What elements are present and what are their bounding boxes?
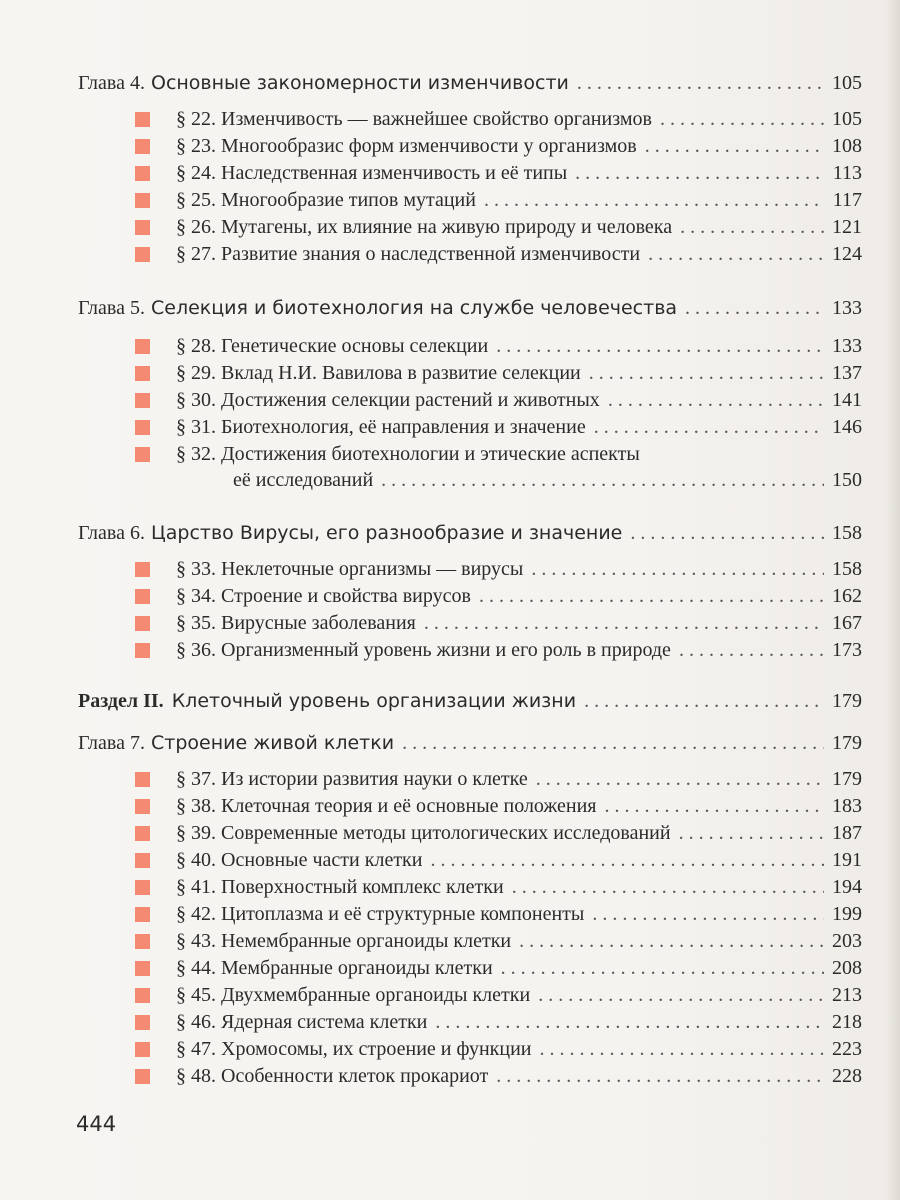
entry-number: § 43.	[176, 930, 216, 952]
toc-entry-33	[176, 558, 862, 581]
entry-title: Двухмембранные органоиды клетки	[221, 984, 531, 1006]
dot-leader	[685, 297, 824, 320]
chapter-prefix: Глава 5.	[78, 297, 145, 319]
dot-leader	[577, 72, 824, 95]
page-number: 113	[832, 162, 862, 184]
page-number: 208	[832, 957, 862, 979]
toc-entry-27	[176, 243, 862, 266]
toc-entry-43	[176, 930, 862, 953]
chapter-prefix: Глава 6.	[78, 522, 145, 544]
entry-title: Вирусные заболевания	[221, 612, 416, 634]
square-bullet-icon	[135, 562, 150, 577]
entry-number: § 31.	[176, 416, 216, 438]
section-title: Клеточный уровень организации жизни	[171, 690, 577, 712]
entry-title: Клеточная теория и её основные положения	[221, 795, 597, 817]
page-number: 133	[832, 297, 862, 319]
square-bullet-icon	[135, 799, 150, 814]
entry-number: § 40.	[176, 849, 216, 871]
square-bullet-icon	[135, 853, 150, 868]
entry-title: Особенности клеток прокариот	[221, 1065, 489, 1087]
square-bullet-icon	[135, 1042, 150, 1057]
entry-number: § 38.	[176, 795, 216, 817]
entry-number: § 30.	[176, 389, 216, 411]
dot-leader	[680, 216, 824, 239]
entry-number: § 24.	[176, 162, 216, 184]
page-number: 162	[832, 585, 862, 607]
entry-title: Биотехнология, её направления и значение	[221, 416, 586, 438]
dot-leader	[430, 849, 824, 872]
toc-entry-40	[176, 849, 862, 872]
page-number: 146	[832, 416, 862, 438]
toc-entry-34	[176, 585, 862, 608]
square-bullet-icon	[135, 826, 150, 841]
square-bullet-icon	[135, 339, 150, 354]
entry-title: Строение и свойства вирусов	[221, 585, 471, 607]
dot-leader	[538, 984, 824, 1007]
page-number: 213	[832, 984, 862, 1006]
toc-chapter-4	[78, 72, 862, 95]
page-number: 173	[832, 639, 862, 661]
toc-entry-42	[176, 903, 862, 926]
square-bullet-icon	[135, 643, 150, 658]
dot-leader	[424, 612, 824, 635]
entry-number: § 41.	[176, 876, 216, 898]
page-number: 191	[832, 849, 862, 871]
entry-title: Из истории развития науки о клетке	[221, 768, 528, 790]
page-number: 121	[832, 216, 862, 238]
page-number: 179	[832, 768, 862, 790]
entry-number: § 28.	[176, 335, 216, 357]
entry-title: Достижения биотехнологии и этические аспекты	[221, 443, 640, 465]
toc-entry-48	[176, 1065, 862, 1088]
square-bullet-icon	[135, 112, 150, 127]
dot-leader	[608, 389, 824, 412]
entry-number: § 45.	[176, 984, 216, 1006]
toc-entry-38	[176, 795, 862, 818]
square-bullet-icon	[135, 420, 150, 435]
dot-leader	[479, 585, 824, 608]
toc-entry-28	[176, 335, 862, 358]
page-number: 117	[832, 189, 862, 211]
dot-leader	[645, 135, 824, 158]
dot-leader	[679, 639, 824, 662]
entry-number: § 25.	[176, 189, 216, 211]
toc-chapter-7	[78, 732, 862, 755]
dot-leader	[660, 108, 824, 131]
toc-entry-31	[176, 416, 862, 439]
entry-title: Цитоплазма и её структурные компоненты	[221, 903, 585, 925]
toc-entry-36	[176, 639, 862, 662]
toc-entry-45	[176, 984, 862, 1007]
square-bullet-icon	[135, 393, 150, 408]
entry-title: Неклеточные организмы — вирусы	[221, 558, 524, 580]
entry-title: Изменчивость — важнейшее свойство организмов	[221, 108, 652, 130]
square-bullet-icon	[135, 166, 150, 181]
dot-leader	[519, 930, 824, 953]
page-number: 158	[832, 522, 862, 544]
square-bullet-icon	[135, 880, 150, 895]
dot-leader	[575, 162, 825, 185]
entry-title: Хромосомы, их строение и функции	[221, 1038, 532, 1060]
entry-title: Мутагены, их влияние на живую природу и человека	[221, 216, 673, 238]
entry-title: Поверхностный комплекс клетки	[221, 876, 504, 898]
square-bullet-icon	[135, 447, 150, 462]
square-bullet-icon	[135, 589, 150, 604]
chapter-title: Основные закономерности изменчивости	[150, 72, 569, 94]
square-bullet-icon	[135, 366, 150, 381]
entry-number: § 48.	[176, 1065, 216, 1087]
square-bullet-icon	[135, 1069, 150, 1084]
square-bullet-icon	[135, 934, 150, 949]
page-number: 108	[832, 135, 862, 157]
dot-leader	[584, 690, 824, 713]
entry-number: § 39.	[176, 822, 216, 844]
dot-leader	[589, 362, 824, 385]
page-spine-shadow	[886, 0, 900, 1200]
dot-leader	[594, 416, 824, 439]
toc-chapter-5	[78, 297, 862, 320]
entry-title: Достижения селекции растений и животных	[221, 389, 600, 411]
entry-number: § 23.	[176, 135, 216, 157]
entry-title: Наследственная изменчивость и её типы	[221, 162, 568, 184]
page-number: 105	[832, 72, 862, 94]
toc-entry-23	[176, 135, 862, 158]
toc-entry-24	[176, 162, 862, 185]
square-bullet-icon	[135, 616, 150, 631]
page-number: 167	[832, 612, 862, 634]
square-bullet-icon	[135, 961, 150, 976]
dot-leader	[501, 957, 824, 980]
chapter-title: Строение живой клетки	[150, 732, 395, 754]
chapter-title: Селекция и биотехнология на службе человечества	[150, 297, 678, 319]
square-bullet-icon	[135, 772, 150, 787]
square-bullet-icon	[135, 247, 150, 262]
entry-title: Развитие знания о наследственной изменчивости	[221, 243, 641, 265]
chapter-title: Царство Вирусы, его разнообразие и значение	[150, 522, 623, 544]
chapter-prefix: Глава 7.	[78, 732, 145, 754]
entry-number: § 35.	[176, 612, 216, 634]
page-number: 203	[832, 930, 862, 952]
entry-title: Многообразис форм изменчивости у организмов	[221, 135, 637, 157]
entry-title: Мембранные органоиды клетки	[221, 957, 493, 979]
entry-title: Ядерная система клетки	[221, 1011, 428, 1033]
page-number: 183	[832, 795, 862, 817]
toc-entry-26	[176, 216, 862, 239]
dot-leader	[679, 822, 824, 845]
dot-leader	[484, 189, 825, 212]
entry-number: § 32.	[176, 443, 216, 465]
entry-title: Вклад Н.И. Вавилова в развитие селекции	[221, 362, 581, 384]
toc-section-2	[78, 690, 862, 713]
dot-leader	[630, 522, 824, 545]
dot-leader	[381, 469, 824, 492]
toc-entry-39	[176, 822, 862, 845]
chapter-prefix: Глава 4.	[78, 72, 145, 94]
toc-entry-37	[176, 768, 862, 791]
page-number: 150	[832, 469, 862, 491]
toc-entry-41	[176, 876, 862, 899]
toc-entry-47	[176, 1038, 862, 1061]
dot-leader	[539, 1038, 824, 1061]
entry-number: § 34.	[176, 585, 216, 607]
page-number: 223	[832, 1038, 862, 1060]
page-number: 133	[832, 335, 862, 357]
toc-entry-30	[176, 389, 862, 412]
toc-entry-44	[176, 957, 862, 980]
entry-title: Генетические основы селекции	[221, 335, 489, 357]
page-number: 105	[832, 108, 862, 130]
entry-number: § 27.	[176, 243, 216, 265]
page-number: 124	[832, 243, 862, 265]
entry-number: § 33.	[176, 558, 216, 580]
entry-number: § 44.	[176, 957, 216, 979]
dot-leader	[604, 795, 824, 818]
dot-leader	[648, 243, 824, 266]
entry-title: Организменный уровень жизни и его роль в природе	[221, 639, 671, 661]
entry-number: § 29.	[176, 362, 216, 384]
entry-number: § 26.	[176, 216, 216, 238]
entry-title-continued: её исследований	[233, 469, 374, 491]
dot-leader	[512, 876, 824, 899]
toc-entry-46	[176, 1011, 862, 1034]
page-number: 199	[832, 903, 862, 925]
dot-leader	[496, 335, 824, 358]
entry-title: Немембранные органоиды клетки	[221, 930, 512, 952]
entry-title: Основные части клетки	[221, 849, 423, 871]
dot-leader	[496, 1065, 824, 1088]
page-number: 179	[832, 732, 862, 754]
entry-title: Современные методы цитологических исследований	[221, 822, 671, 844]
entry-number: § 22.	[176, 108, 216, 130]
page-number-footer: 444	[76, 1112, 117, 1136]
toc-chapter-6	[78, 522, 862, 545]
entry-number: § 36.	[176, 639, 216, 661]
page-number: 228	[832, 1065, 862, 1087]
square-bullet-icon	[135, 220, 150, 235]
entry-number: § 37.	[176, 768, 216, 790]
toc-entry-25	[176, 189, 862, 212]
dot-leader	[592, 903, 824, 926]
toc-entry-22	[176, 108, 862, 131]
square-bullet-icon	[135, 1015, 150, 1030]
toc-entry-32	[176, 443, 862, 466]
square-bullet-icon	[135, 988, 150, 1003]
page-number: 194	[832, 876, 862, 898]
page-number: 158	[832, 558, 862, 580]
page-number: 187	[832, 822, 862, 844]
dot-leader	[435, 1011, 824, 1034]
section-prefix: Раздел II.	[78, 690, 164, 712]
dot-leader	[536, 768, 824, 791]
entry-title: Многообразие типов мутаций	[221, 189, 476, 211]
square-bullet-icon	[135, 907, 150, 922]
entry-number: § 46.	[176, 1011, 216, 1033]
page-number: 141	[832, 389, 862, 411]
toc-entry-32-continuation	[233, 469, 862, 492]
page-number: 218	[832, 1011, 862, 1033]
toc-entry-35	[176, 612, 862, 635]
square-bullet-icon	[135, 193, 150, 208]
entry-number: § 47.	[176, 1038, 216, 1060]
entry-number: § 42.	[176, 903, 216, 925]
toc-entry-29	[176, 362, 862, 385]
dot-leader	[531, 558, 824, 581]
page-number: 137	[832, 362, 862, 384]
square-bullet-icon	[135, 139, 150, 154]
dot-leader	[402, 732, 824, 755]
page-number: 179	[832, 690, 862, 712]
